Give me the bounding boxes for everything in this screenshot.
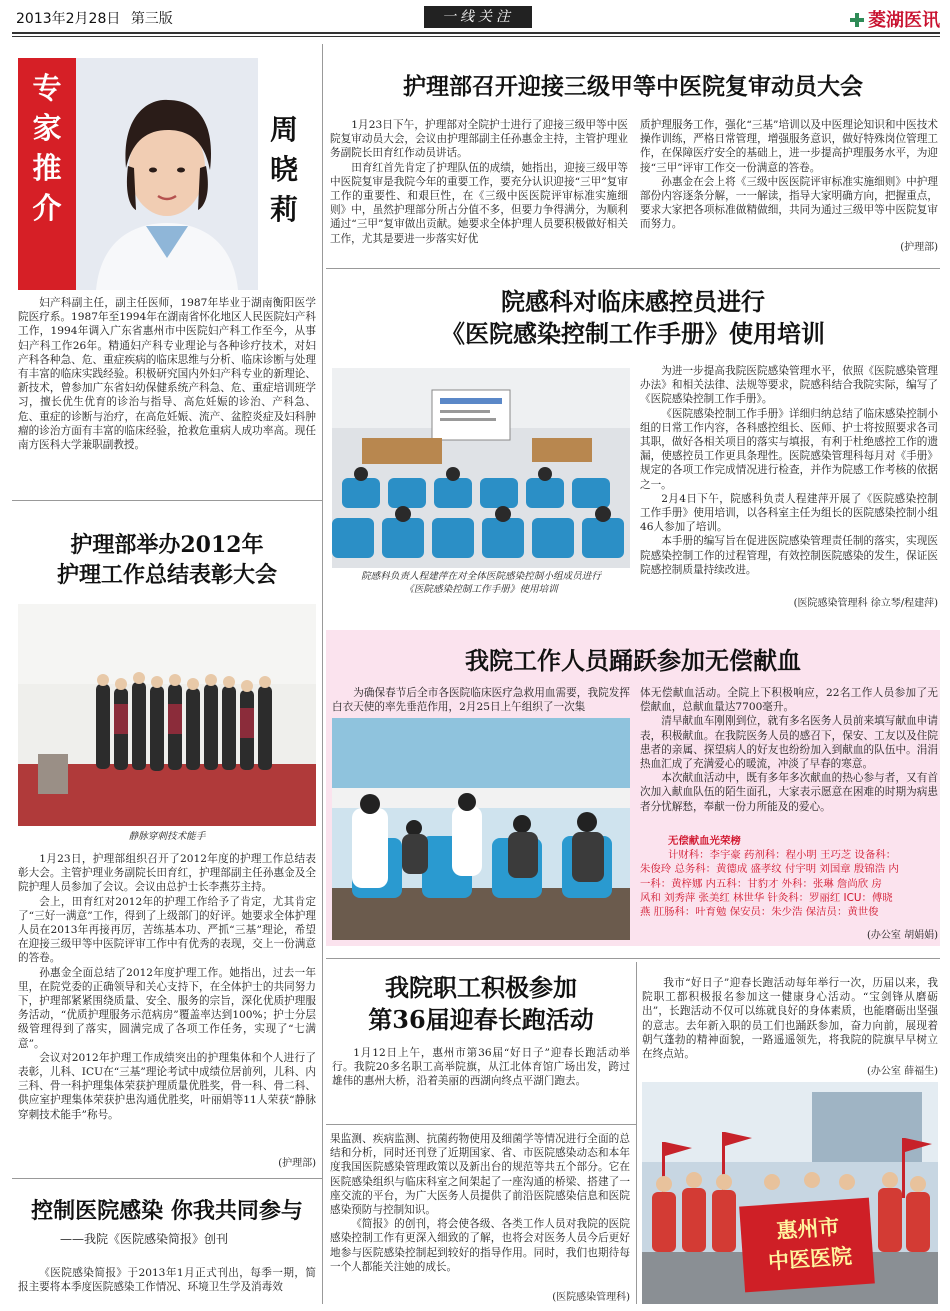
- headline-line: 护理部举办2012年: [70, 532, 264, 558]
- section-title: 一线关注: [424, 6, 532, 28]
- award-photo-caption: 静脉穿刺技术能手: [128, 831, 206, 842]
- honor-roll-line: 计财科：李宇豪 药剂科：程小明 王巧芝 设备科：: [668, 849, 897, 862]
- paragraph: 体无偿献血活动。全院上下积极响应，22名工作人员参加了无偿献血，总献血量达7700毫升。: [640, 687, 938, 714]
- review-body-left: [330, 118, 628, 246]
- donation-bus-illustration: [332, 718, 630, 940]
- blood-credit: (办公室 胡娟娟): [867, 930, 938, 941]
- headline-line: 护理工作总结表彰大会: [56, 562, 277, 588]
- paragraph: 清早献血车刚刚到位，就有多名医务人员前来填写献血申请表，积极献血。在我院医务人员的感召下，保安、工友以及住院患者的亲属、探望病人的好友也纷纷加入到献血的队伍中。涓涓热血汇成了充满爱心的暖流，冲淡了早春的寒意。: [640, 715, 938, 771]
- honor-roll: [640, 834, 938, 919]
- logo-text: 菱湖医讯: [868, 10, 940, 31]
- section-divider: [326, 1124, 636, 1125]
- paragraph: 孙惠金在会上将《三级中医医院评审标准实施细则》中护理部份内容逐条分解，一一解读，指导大家明确方向，把握重点，要求大家把各项标准做精做细，共同为通过三级甲等中医院复审而努力。: [640, 175, 938, 231]
- issue-date: [16, 8, 173, 28]
- paragraph: 1月23日下午，护理部对全院护士进行了迎接三级甲等中医院复审动员大会，会议由护理部副主任孙惠金主持，主管护理业务副院长田育红作动员讲话。: [330, 119, 628, 160]
- blood-body: [640, 686, 938, 814]
- run-group-photo: [642, 1082, 938, 1304]
- run-body-right: 我市“好日子”迎春长跑活动每年举行一次，历届以来，我院职工都积极报名参加这一健康身心活动。“宝剑锋从磨砺出”，长跑活动不仅可以练就良好的身体素质，也能磨砺出坚强的意志。去年新入职的员工们也踊跃参加，奋力向前，展现着朝气蓬勃的精神面貌，一路遥遥领先，将我院的院旗早早树立在终点站。: [642, 977, 938, 1061]
- expert-bio: 妇产科副主任，副主任医师，1987年毕业于湖南衡阳医学院医疗系。1987年至1994年在湖南省怀化地区人民医院妇产科工作，1994年调入广东省惠州市中医院妇产科工作至今，从事妇产科工作26年。精通妇产科专业理论与各种诊疗技术，对妇产科各种急、危、重症疾病的临床思维与分析、临床诊断与处理有丰富的临床实践经验。积极研究国内外妇产科专业的新理论、新技术，曾参加广东省妇幼保健系统产科急、危、重症培训班学习，擅长优生优育的诊治与指导、高危妊娠的诊治、产科急、危、重症的诊断与治疗，在高危妊娠、流产、盆腔炎症及妇科肿瘤的诊治方面有丰富的临床经验，抢救危重病人成功率高。现任南方医科大学兼职副教授。: [18, 297, 316, 452]
- badge-char: 专: [32, 71, 62, 105]
- donation-bus-photo: [332, 718, 630, 940]
- summary-headline: [14, 530, 320, 590]
- expert-portrait: [76, 58, 258, 290]
- headline-line: 我院职工积极参加: [385, 973, 577, 1002]
- paragraph: 孙惠金全面总结了2012年度护理工作。她指出，过去一年里，在院党委的正确领导和关心支持下，在全体护士的共同努力下，护理部紧紧围绕质量、安全、服务的宗旨，深化优质护理服务活动，“优质护理服务示范病房”覆盖率达到100%；护士分层级管理得到了落实，圆满完成了各项工作任务，实现了“七满意”。: [18, 966, 316, 1050]
- section-divider: [12, 500, 322, 501]
- header-rule-thin: [12, 36, 940, 37]
- paragraph: 果监测、疾病监测、抗菌药物使用及细菌学等情况进行全面的总结和分析，同时还刊登了近期国家、省、市医院感染动态和本年度我国医院感染管理政策以及新出台的规范等共五个部分。它在医院感染组织与临床科室之间架起了一座沟通的桥梁、搭建了一座交流的平台，为广大医务人员提供了前沿医院感染信息和医院感染预防与控制知识。: [330, 1133, 630, 1217]
- honor-roll-line: 朱俊玲 总务科：黄德成 盛孝纹 付宇明 刘国章 殷锦浩 内: [640, 863, 899, 876]
- paragraph: 为进一步提高我院医院感染管理水平，依照《医院感染管理办法》和相关法律、法规等要求，院感科结合我院实际，编写了《医院感染控制工作手册》。: [640, 365, 938, 406]
- blood-headline: 我院工作人员踊跃参加无偿献血: [465, 646, 801, 675]
- training-photo-caption: [332, 570, 630, 596]
- name-char: 莉: [269, 193, 298, 226]
- award-ceremony-illustration: [18, 604, 316, 826]
- expert-name: [264, 110, 304, 230]
- summary-body: [18, 852, 316, 1122]
- honor-roll-title: 无偿献血光荣榜: [668, 835, 741, 847]
- section-divider: [326, 958, 940, 959]
- paragraph: 会上，田育红对2012年的护理工作给予了肯定，尤其肯定了“三好一满意”工作，得到了上级部门的好评。她要求全体护理人员在2013年再接再厉，苦练基本功、严抓“三基”理论，希望在迎接三级甲等中医院评审工作中有优秀的表现，交上一份满意的答卷。: [18, 895, 316, 965]
- paragraph: 田育红首先肯定了护理队伍的成绩，她指出，迎接三级甲等中医院复审是我院今年的重要工作，要充分认识迎接“三甲”复审工作的重要性、和艰巨性，在《三级中医医院评审标准实施细则》中，虽然护理部分所占分值不多，但要力争得满分，为顺利通过“三甲”复审做出贡献。她要求全体护理人员要积极做好相关工作，尤其是要进一步落实好优: [330, 161, 628, 245]
- review-body-right: [640, 118, 938, 232]
- honor-roll-line: 风和 刘秀萍 张美红 林世华 针灸科：罗丽红 ICU：傅晓: [640, 891, 893, 904]
- badge-char: 家: [32, 111, 62, 145]
- headline-line: 院感科对临床感控员进行: [501, 287, 765, 316]
- headline-line: 第36届迎春长跑活动: [368, 1005, 594, 1034]
- paragraph: 本手册的编写旨在促进医院感染管理责任制的落实，实现医院感染控制工作的过程管理，有效控制医院感染的发生，保证医院感控制质量持续改进。: [640, 535, 938, 576]
- blood-lead: 为确保春节后全市各医院临床医疗急救用血需要，我院发挥白衣天使的率先垂范作用，2月25日上午组织了一次集: [332, 687, 630, 714]
- date-text: 2013年2月28日: [16, 11, 121, 27]
- paragraph: 《医院感染控制工作手册》详细归纳总结了临床感染控制小组的日常工作内容，各科感控组长、医师、护士将按照要求各司其职，做好各相关项目的落实与填报，有利于杜绝感控工作的遗漏，使感控员工作更具条理性。医院感染管理科每月对《手册》规定的各项工作完成情况进行检查，并作为院感工作考核的依据之一。: [640, 407, 938, 491]
- award-photo: [18, 604, 316, 826]
- summary-credit: (护理部): [278, 1158, 316, 1169]
- bulletin-body-right: [330, 1132, 630, 1274]
- name-char: 晓: [269, 153, 298, 186]
- badge-char: 推: [32, 151, 62, 185]
- bulletin-subtitle: ——我院《医院感染简报》创刊: [60, 1232, 229, 1246]
- paragraph: 2月4日下午，院感科负责人程建萍开展了《医院感染控制工作手册》使用培训，以各科室主任为组长的医院感染控制小组46人参加了培训。: [640, 492, 938, 534]
- section-divider: [12, 1178, 322, 1179]
- infection-headline: [326, 286, 940, 350]
- bulletin-credit: (医院感染管理科): [552, 1292, 630, 1303]
- paragraph: 《简报》的创刊，将会使各级、各类工作人员对我院的医院感染控制工作有更深入细致的了解，也将会对医务人员今后更好地参与医院感染控制起到较好的指导作用。同时，我们也期待每一个人都能关注她的成长。: [330, 1218, 630, 1273]
- run-body-left: 1月12日上午，惠州市第36届“好日子”迎春长跑活动举行。我院20多名职工高举院旗，从江北体育馆广场出发，跨过雄伟的惠州大桥，沿着美丽的西湖向终点平湖门跑去。: [332, 1047, 630, 1088]
- section-divider: [326, 268, 940, 269]
- honor-roll-line: 一科：黄梓娜 内五科：甘豹才 外科：张琳 詹尚欣 房: [640, 877, 882, 890]
- column-divider: [636, 962, 637, 1304]
- honor-roll-line: 燕 肛肠科：叶育勉 保安员：朱少浩 保洁员：黄世俊: [640, 906, 879, 919]
- infection-credit: (医院感染管理科 徐立琴/程建萍): [793, 598, 938, 609]
- portrait-illustration: [76, 58, 258, 290]
- paragraph: 会议对2012年护理工作成绩突出的护理集体和个人进行了表彰，儿科、ICU在“三基”理论考试中成绩位居前列，儿科、内三科、骨一科护理集体荣获护理质量优胜奖，骨一科、骨二科、供应室护理集体荣获护患沟通优胜奖，叶丽娟等11人荣获“静脉穿刺技术能手”称号。: [18, 1051, 316, 1121]
- infection-body: [640, 364, 938, 577]
- paragraph: 1月23日，护理部组织召开了2012年度的护理工作总结表彰大会。主管护理业务副院长田育红，护理部副主任孙惠金及全院护理人员参加了会议。会议由总护士长李燕芬主持。: [18, 853, 316, 894]
- training-room-illustration: [332, 368, 630, 568]
- paragraph: 质护理服务工作，强化“三基”培训以及中医理论知识和中医技术操作训练，严格日常管理，增强服务意识，做好特殊岗位管理工作，在保障医疗安全的基础上，进一步提高护理服务水平，为迎接“三甲”评审工作交一份满意的答卷。: [640, 119, 938, 174]
- paragraph: 本次献血活动中，既有多年多次献血的热心参与者，又有首次加入献血队伍的陌生面孔，大家表示愿意在困难的时期为病患者分忧解愁，奉献一份力所能及的爱心。: [640, 772, 938, 813]
- training-photo: [332, 368, 630, 568]
- badge-char: 介: [32, 191, 62, 225]
- column-divider: [322, 44, 323, 1304]
- caption-line: 院感科负责人程建萍在对全体医院感染控制小组成员进行: [361, 571, 601, 582]
- bulletin-body-left: 《医院感染简报》于2013年1月正式刊出，每季一期，简报主要将本季度医院感染工作情况、环境卫生学及消毒效: [18, 1267, 316, 1294]
- run-banner: [748, 1210, 870, 1278]
- header-rule: [12, 32, 940, 34]
- bulletin-headline: 控制医院感染 你我共同参与: [31, 1198, 303, 1224]
- name-char: 周: [269, 113, 298, 146]
- masthead-logo: [850, 6, 940, 32]
- expert-badge: [18, 58, 76, 290]
- medical-cross-icon: [850, 13, 864, 27]
- run-credit: (办公室 薛福生): [867, 1066, 938, 1077]
- caption-line: 《医院感染控制工作手册》使用培训: [404, 584, 558, 595]
- run-headline: [326, 972, 636, 1036]
- edition-text: 第三版: [130, 11, 173, 27]
- headline-line: 《医院感染控制工作手册》使用培训: [441, 319, 825, 348]
- review-headline: 护理部召开迎接三级甲等中医院复审动员大会: [403, 73, 863, 100]
- banner-line: 中医医院: [767, 1243, 853, 1274]
- banner-line: 惠州市: [775, 1213, 841, 1244]
- review-credit: (护理部): [900, 242, 938, 253]
